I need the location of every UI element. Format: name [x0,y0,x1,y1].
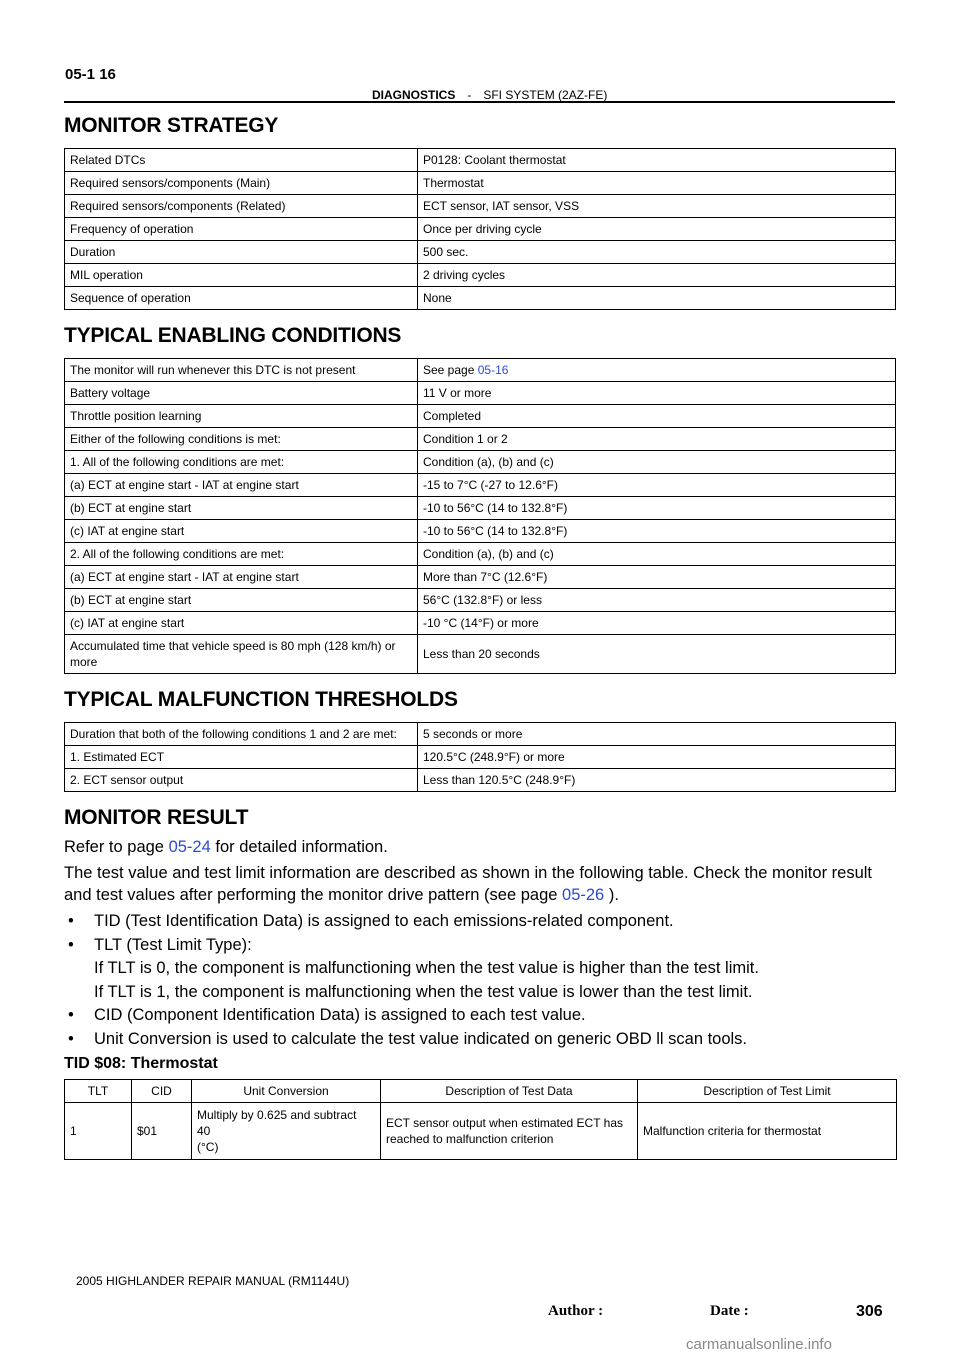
bullet-icon: • [68,1006,74,1024]
table-row [65,149,896,172]
table-header-row [65,1080,897,1103]
refer-paragraph [64,836,896,858]
table-cell-value: -10 to 56°C (14 to 132.8°F) [418,520,896,543]
unit-line-1: Multiply by 0.625 and subtract [197,1108,357,1122]
refer-suffix: for detailed information. [210,838,388,856]
enabling-conditions-heading: TYPICAL ENABLING CONDITIONS [64,324,402,347]
table-row [65,172,896,195]
header-section: DIAGNOSTICS [372,88,456,102]
bullet-text: TLT (Test Limit Type): [94,935,252,954]
table-row [65,769,896,792]
monitor-strategy-heading: MONITOR STRATEGY [64,114,279,137]
table-cell-key: (b) ECT at engine start [65,589,418,612]
unit-line-3: (°C) [197,1140,219,1154]
bullet-text: CID (Component Identification Data) is assigned to each test value. [94,1006,586,1024]
refer-prefix: Refer to page [64,838,169,856]
table-cell-key: Accumulated time that vehicle speed is 80 mph (128 km/h) or more [65,635,418,674]
bullet-icon: • [68,912,74,930]
bullet-icon: • [68,935,74,954]
table-row [65,612,896,635]
table-row [65,451,896,474]
malfunction-thresholds-table [64,722,896,792]
list-item [64,1028,896,1052]
table-cell-value: Completed [418,405,896,428]
bullet-text: TID (Test Identification Data) is assigned to each emissions-related component. [94,912,674,930]
para-prefix: The test value and test limit information are described as shown in the following table. Check the monitor result and test values after performing the monitor drive pattern (see page [64,864,872,904]
table-cell-value: -15 to 7°C (-27 to 12.6°F) [418,474,896,497]
table-row [65,1103,897,1160]
footer-date-label: Date : [710,1303,749,1319]
cell-cid: $01 [132,1103,192,1160]
table-row [65,405,896,428]
table-cell-value: -10 °C (14°F) or more [418,612,896,635]
cell-tlt: 1 [65,1103,132,1160]
table-row [65,241,896,264]
tlt-1-line: If TLT is 1, the component is malfunctioning when the test value is lower than the test limit. [94,982,753,1001]
table-cell-key: Either of the following conditions is met: [65,428,418,451]
table-cell-key: Required sensors/components (Main) [65,172,418,195]
table-cell-value: 120.5°C (248.9°F) or more [418,746,896,769]
table-cell-value: Once per driving cycle [418,218,896,241]
table-row [65,382,896,405]
malfunction-thresholds-heading: TYPICAL MALFUNCTION THRESHOLDS [64,688,458,711]
table-cell-value: 2 driving cycles [418,264,896,287]
table-row [65,195,896,218]
footer-manual-title: 2005 HIGHLANDER REPAIR MANUAL (RM1144U) [76,1274,350,1288]
table-cell-value: None [418,287,896,310]
bullet-icon: • [68,1029,74,1048]
cell-desc-data: ECT sensor output when estimated ECT has reached to malfunction criterion [381,1103,638,1160]
table-cell-value: 5 seconds or more [418,723,896,746]
table-cell-key: (c) IAT at engine start [65,520,418,543]
table-cell-value: Condition (a), (b) and (c) [418,543,896,566]
tid-table [64,1079,897,1160]
table-cell-key: (b) ECT at engine start [65,497,418,520]
table-cell-value: Less than 20 seconds [418,635,896,674]
tid-table-heading: TID $08: Thermostat [64,1055,218,1072]
bullet-list [64,910,896,957]
table-cell-key: Sequence of operation [65,287,418,310]
table-cell-key: The monitor will run whenever this DTC is not present [65,359,418,382]
list-item [64,1004,896,1028]
table-cell-key: 2. All of the following conditions are met: [65,543,418,566]
table-cell-key: Duration [65,241,418,264]
running-header [372,88,607,102]
page-link-05-24[interactable]: 05-24 [168,838,211,856]
table-cell-key: Frequency of operation [65,218,418,241]
table-row [65,287,896,310]
table-cell-value: ECT sensor, IAT sensor, VSS [418,195,896,218]
table-row [65,543,896,566]
table-cell-key: 1. All of the following conditions are met: [65,451,418,474]
header-desc-limit: Description of Test Limit [638,1080,897,1103]
table-cell-key: Required sensors/components (Related) [65,195,418,218]
page-content [64,114,896,1160]
table-row [65,359,896,382]
table-row [65,218,896,241]
table-cell-key: Duration that both of the following conditions 1 and 2 are met: [65,723,418,746]
table-row [65,635,896,674]
table-cell-value: P0128: Coolant thermostat [418,149,896,172]
table-cell-key: (a) ECT at engine start - IAT at engine start [65,566,418,589]
header-unit-conversion: Unit Conversion [192,1080,381,1103]
header-tlt: TLT [65,1080,132,1103]
table-cell-key: (c) IAT at engine start [65,612,418,635]
page-link-05-16[interactable]: 05-16 [477,363,509,377]
table-cell-value: More than 7°C (12.6°F) [418,566,896,589]
enabling-conditions-table [64,358,896,674]
table-cell-value: 56°C (132.8°F) or less [418,589,896,612]
bullet-list [64,1004,896,1051]
table-row [65,723,896,746]
table-row [65,497,896,520]
page-number: 05-1 16 [65,66,116,83]
list-item [64,910,896,934]
table-cell-value: Less than 120.5°C (248.9°F) [418,769,896,792]
tlt-0-line: If TLT is 0, the component is malfunctioning when the test value is higher than the test limit. [94,959,759,977]
footer-page-number: 306 [856,1303,883,1320]
table-row [65,566,896,589]
table-cell-key: Battery voltage [65,382,418,405]
monitor-result-heading: MONITOR RESULT [64,806,249,829]
header-cid: CID [132,1080,192,1103]
table-cell-value: -10 to 56°C (14 to 132.8°F) [418,497,896,520]
footer-author-label: Author : [548,1303,604,1319]
table-cell-value: Condition 1 or 2 [418,428,896,451]
table-cell-value [418,359,896,382]
cell-unit-conversion [192,1103,381,1160]
table-row [65,428,896,451]
para-suffix: ). [604,886,619,904]
header-desc-data: Description of Test Data [381,1080,638,1103]
table-cell-key: Throttle position learning [65,405,418,428]
table-cell-value: 500 sec. [418,241,896,264]
watermark: carmanualsonline.info [686,1336,832,1353]
table-cell-value: Condition (a), (b) and (c) [418,451,896,474]
table-row [65,520,896,543]
table-row [65,474,896,497]
bullet-text: Unit Conversion is used to calculate the test value indicated on generic OBD ll scan tools. [94,1029,748,1048]
table-cell-value: 11 V or more [418,382,896,405]
header-system: SFI SYSTEM (2AZ-FE) [483,88,608,102]
see-page-text: See page [423,363,478,377]
monitor-strategy-table [64,148,896,310]
unit-line-2: 40 [197,1124,211,1138]
table-cell-value: Thermostat [418,172,896,195]
table-row [65,746,896,769]
table-cell-key: 2. ECT sensor output [65,769,418,792]
table-cell-key: Related DTCs [65,149,418,172]
cell-desc-limit: Malfunction criteria for thermostat [638,1103,897,1160]
table-cell-key: (a) ECT at engine start - IAT at engine start [65,474,418,497]
description-paragraph [64,862,896,906]
header-dash: - [467,88,472,102]
table-row [65,264,896,287]
header-rule [64,101,895,103]
table-cell-key: MIL operation [65,264,418,287]
table-row [65,589,896,612]
page-link-05-26[interactable]: 05-26 [562,886,605,904]
table-cell-key: 1. Estimated ECT [65,746,418,769]
list-item [64,934,896,958]
